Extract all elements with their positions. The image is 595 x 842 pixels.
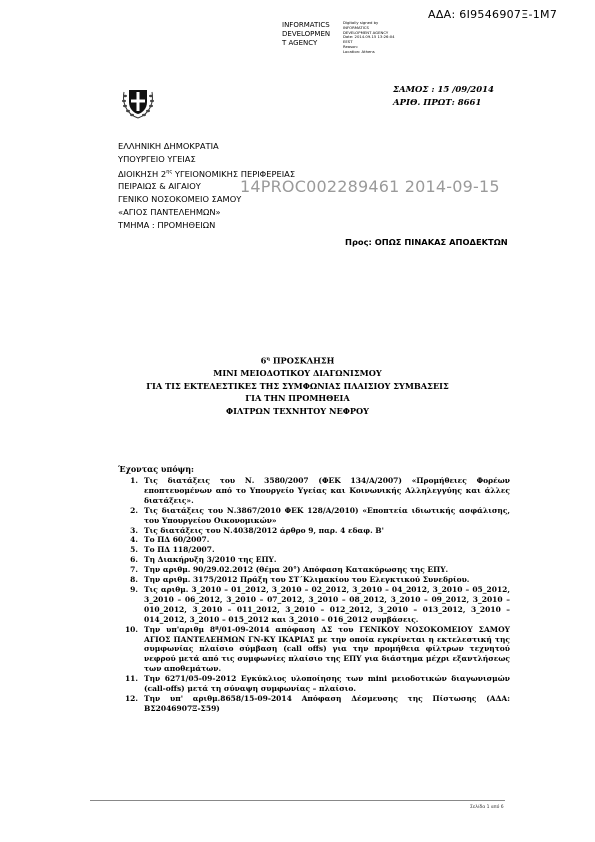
item-text: Την 6271/05-09-2012 Εγκύκλιος υλοποίησης των mini μειοδοτικών διαγωνισμών (call-offs) μετά τη σύναψη συμφωνίας – πλαίσιο. (144, 674, 510, 694)
sender-text: ΥΓΕΙΟΝΟΜΙΚΗΣ ΠΕΡΙΦΕΡΕΙΑΣ (172, 168, 296, 179)
item-number: 10. (124, 624, 138, 634)
item-number: 9. (130, 584, 138, 594)
adam-watermark: 14PROC002289461 2014-09-15 (240, 177, 500, 196)
considering-heading: Έχοντας υπόψη: (118, 464, 194, 474)
greek-emblem-icon (120, 84, 156, 120)
item-number: 3. (130, 525, 138, 535)
item-text: Τις διατάξεις του Ν. 3580/2007 (ΦΕΚ 134/Α/2007) «Προμήθειες Φορέων εποπτευομένων από το Υπουργείο Υγείας και Κοινωνικής Αλληλεγγύης και άλλες διατάξεις». (144, 476, 510, 505)
stamp-title-line: INFORMATICS (282, 21, 330, 29)
item-number: 12. (124, 693, 138, 703)
sender-line: ΕΛΛΗΝΙΚΗ ΔΗΜΟΚΡΑΤΙΑ (118, 141, 219, 151)
sender-line: ΥΠΟΥΡΓΕΙΟ ΥΓΕΙΑΣ (118, 153, 196, 164)
item-number: 5. (130, 545, 138, 555)
list-item (118, 625, 510, 675)
title-line (60, 353, 535, 367)
stamp-meta-line: Location: Athens (343, 48, 375, 54)
sender-sup: ης (166, 168, 173, 175)
ada-number: ΑΔΑ: 6Ι9546907Ξ-1Μ7 (428, 8, 558, 21)
list-item (118, 585, 510, 625)
item-number: 4. (130, 535, 138, 545)
item-number: 11. (124, 674, 138, 684)
list-item (118, 506, 510, 526)
stamp-meta-line: Date: 2014.09.15 13:26:04 (343, 34, 395, 40)
item-number: 6. (130, 555, 138, 565)
stamp-title-line: T AGENCY (282, 39, 318, 47)
list-item (118, 674, 510, 694)
signature-stamp-title (282, 21, 342, 48)
list-item (118, 575, 510, 585)
item-text: Τις διατάξεις του Ν.4038/2012 άρθρο 9, παρ. 4 εδαφ. Β' (144, 525, 384, 535)
protocol-number: ΑΡΙΘ. ΠΡΩΤ: 8661 (393, 98, 482, 108)
stamp-meta-line: EEST (343, 39, 353, 45)
title-number: 6 (260, 355, 267, 366)
sender-line: ΓΕΝΙΚΟ ΝΟΣΟΚΟΜΕΙΟ ΣΑΜΟΥ (118, 193, 242, 204)
footer-divider (90, 800, 505, 801)
title-line: ΜΙΝΙ ΜΕΙΟΔΟΤΙΚΟΥ ΔΙΑΓΩΝΙΣΜΟΥ (213, 368, 382, 379)
list-item (118, 545, 510, 555)
stamp-meta-line: INFORMATICS (343, 24, 369, 30)
item-text: Τις αριθμ. 3_2010 – 01_2012, 3_2010 – 02_2012, 3_2010 – 04_2012, 3_2010 – 05_2012, 3_2010 – 06_2012, 3_2010 – 07_2012, 3_2010 – 08_2012, 3_2010 – 09_2012, 3_2010 – 010_2012, 3_2010 – 011_2012, 3_2010 – 012_2012, 3_2010 – 013_2012, 3_2010 – 014_2012, 3_2010 – 015_2012 και 3_2010 – 016_2012 συμβάσεις. (144, 584, 510, 624)
considerations-list (118, 476, 510, 714)
stamp-meta-line: Digitally signed by (343, 20, 379, 25)
item-number: 1. (130, 476, 138, 485)
list-item (118, 565, 510, 575)
list-item (118, 476, 510, 506)
document-date: ΣΑΜΟΣ : 15 /09/2014 (393, 85, 494, 95)
stamp-title-line: DEVELOPMEN (282, 30, 331, 38)
signature-stamp-meta (343, 21, 418, 55)
title-line: ΓΙΑ ΤΗΝ ΠΡΟΜΗΘΕΙΑ (245, 393, 350, 404)
list-item (118, 555, 510, 565)
list-item (118, 526, 510, 536)
recipients: Προς: ΟΠΩΣ ΠΙΝΑΚΑΣ ΑΠΟΔΕΚΤΩΝ (345, 237, 508, 247)
item-text: Το ΠΔ 118/2007. (144, 545, 215, 555)
page-number: Σελίδα 1 από 6 (470, 805, 504, 810)
list-item (118, 694, 510, 714)
item-text: Την υπ'αριθμ 8ª/01-09-2014 απόφαση ΔΣ του ΓΕΝΙΚΟΥ ΝΟΣΟΚΟΜΕΙΟΥ ΣΑΜΟΥ ΑΓΙΟΣ ΠΑΝΤΕΛΕΗΜΩΝ ΓΝ-ΚΥ ΙΚΑΡΙΑΣ με την οποία εγκρίνεται η εκτελεστική της συμφωνίας πλαίσιο σύμβαση (call offs) για την προμήθεια φίλτρων τεχνητού νεφρού μετά από τις συμφωνίες πλαίσιο της ΕΠΥ για διάστημα μέχρι εξαντλήσεως των αποθεμάτων. (144, 624, 510, 674)
title-line: ΦΙΛΤΡΩΝ ΤΕΧΝΗΤΟΥ ΝΕΦΡΟΥ (225, 405, 369, 416)
item-text: Τις διατάξεις του Ν.3867/2010 ΦΕΚ 128/Α/2010) «Εποπτεία ιδιωτικής ασφάλισης, του Υπουργείου Οικονομικών» (144, 505, 510, 525)
sender-line: ΠΕΙΡΑΙΩΣ & ΑΙΓΑΙΟΥ (118, 181, 201, 192)
item-text: Τη Διακήρυξη 3/2010 της ΕΠΥ. (144, 555, 277, 565)
item-text: Την υπ' αριθμ.8658/15-09-2014 Απόφαση Δέσμευσης της Πίστωσης (ΑΔΑ: ΒΣ2046907Ξ-Σ59) (144, 693, 510, 713)
stamp-meta-line: DEVELOPMENT AGENCY (343, 29, 389, 35)
title-sup: η (266, 356, 270, 362)
title-line: ΓΙΑ ΤΙΣ ΕΚΤΕΛΕΣΤΙΚΕΣ ΤΗΣ ΣΥΜΦΩΝΙΑΣ ΠΛΑΙΣΙΟΥ ΣΥΜΒΑΣΕΙΣ (146, 380, 449, 391)
item-number: 2. (130, 505, 138, 515)
sender-line: «ΑΓΙΟΣ ΠΑΝΤΕΛΕΗΜΩΝ» (118, 206, 221, 217)
sender-line: ΤΜΗΜΑ : ΠΡΟΜΗΘΕΙΩΝ (118, 219, 216, 230)
title-text: ΠΡΟΣΚΛΗΣΗ (269, 355, 335, 366)
item-text: Το ΠΔ 60/2007. (144, 535, 210, 545)
item-number: 7. (130, 565, 138, 575)
item-number: 8. (130, 575, 138, 585)
document-title (60, 353, 535, 417)
sender-text: ΔΙΟΙΚΗΣΗ 2 (118, 168, 167, 179)
stamp-meta-line: Reason: (343, 43, 359, 49)
list-item (118, 535, 510, 545)
item-text: Την αριθμ. 90/29.02.2012 (θέμα 20°) Απόφαση Κατακύρωσης της ΕΠΥ. (144, 565, 449, 575)
item-text: Την αριθμ. 3175/2012 Πράξη του ΣΤ΄Κλιμακίου του Ελεγκτικού Συνεδρίου. (144, 575, 470, 585)
date-protocol-block (393, 84, 494, 110)
